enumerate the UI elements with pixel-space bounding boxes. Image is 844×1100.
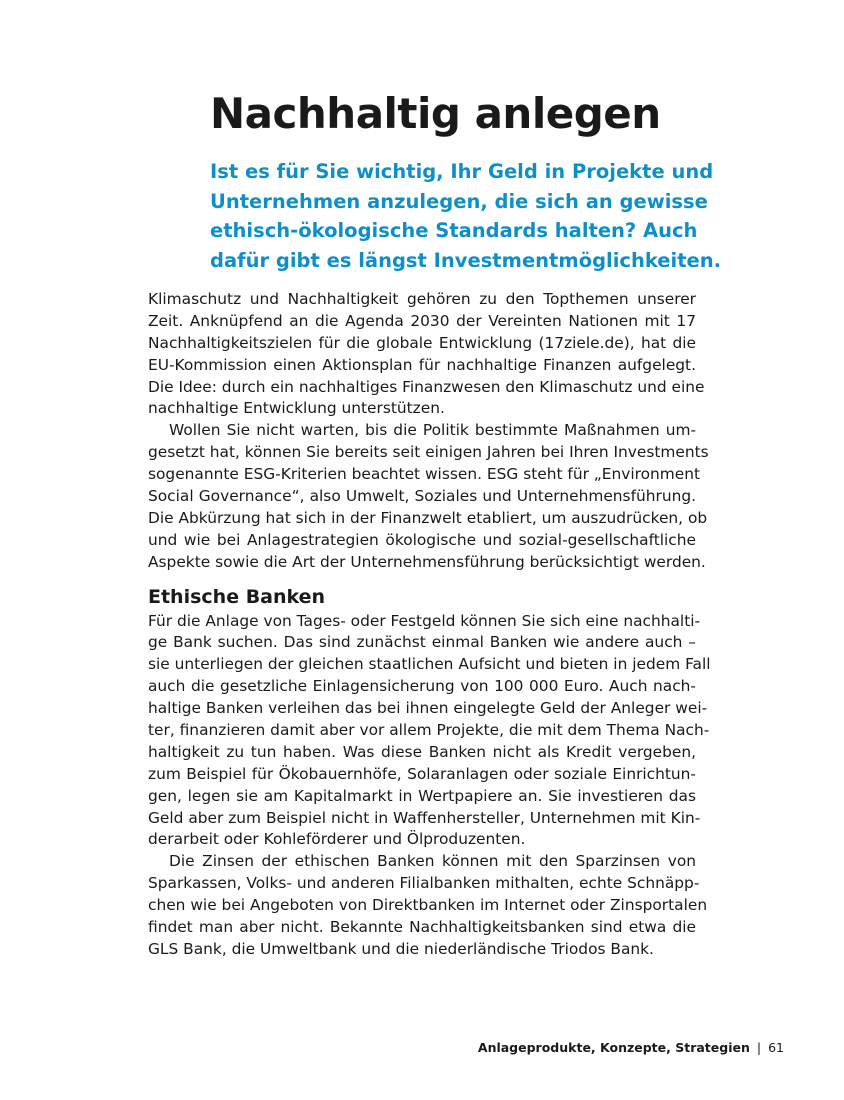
- lead-paragraph: [210, 157, 722, 275]
- page-footer: [478, 1039, 784, 1057]
- text-line: ge Bank suchen. Das sind zunächst einmal Banken wie andere auch –: [148, 633, 696, 652]
- text-line: auch die gesetzliche Einlagensicherung von 100 000 Euro. Auch nach-: [148, 677, 696, 696]
- text-line: und wie bei Anlagestrategien ökologische und sozial-gesellschaftliche: [148, 530, 696, 549]
- body-text: [148, 289, 711, 961]
- paragraph-intro: [148, 289, 705, 420]
- text-line: gesetzt hat, können Sie bereits seit einigen Jahren bei Ihren Investments: [148, 443, 709, 462]
- text-line: Wollen Sie nicht warten, bis die Politik bestimmte Maßnahmen um-: [169, 421, 696, 440]
- lead-line: Ist es für Sie wichtig, Ihr Geld in Projekte und: [210, 160, 714, 183]
- text-line: Zeit. Anknüpfend an die Agenda 2030 der Vereinten Nationen mit 17: [148, 311, 696, 330]
- text-line: findet man aber nicht. Bekannte Nachhaltigkeitsbanken sind etwa die: [148, 918, 696, 937]
- text-line: Die Abkürzung hat sich in der Finanzwelt etabliert, um auszudrücken, ob: [148, 508, 708, 527]
- paragraph-esg: [148, 420, 709, 573]
- paragraph-ethical-banks: [148, 611, 711, 852]
- text-line: EU-Kommission einen Aktionsplan für nachhaltige Finanzen aufgelegt.: [148, 355, 696, 374]
- footer-separator: |: [756, 1040, 762, 1055]
- running-footer-section: Anlageprodukte, Konzepte, Strategien: [477, 1040, 750, 1055]
- text-line: chen wie bei Angeboten von Direktbanken im Internet oder Zinsportalen: [148, 896, 708, 915]
- lead-line: dafür gibt es längst Investmentmöglichkeiten.: [210, 248, 722, 272]
- text-line: Für die Anlage von Tages- oder Festgeld können Sie sich eine nachhalti-: [148, 611, 701, 630]
- page-number: 61: [768, 1040, 784, 1055]
- text-line: GLS Bank, die Umweltbank und die niederländische Triodos Bank.: [148, 939, 654, 958]
- lead-line: Unternehmen anzulegen, die sich an gewisse: [210, 189, 708, 213]
- text-line: haltigkeit zu tun haben. Was diese Banken nicht als Kredit vergeben,: [148, 742, 696, 761]
- text-line: Die Zinsen der ethischen Banken können mit den Sparzinsen von: [169, 852, 696, 871]
- text-line: haltige Banken verleihen das bei ihnen eingelegte Geld der Anleger wei-: [148, 699, 708, 718]
- section-heading: Ethische Banken: [148, 585, 326, 608]
- text-line: ter, finanzieren damit aber vor allem Projekte, die mit dem Thema Nach-: [148, 721, 710, 740]
- text-line: Aspekte sowie die Art der Unternehmensführung berücksichtigt werden.: [148, 552, 706, 571]
- text-line: nachhaltige Entwicklung unterstützen.: [148, 399, 445, 418]
- text-line: Social Governance“, also Umwelt, Soziales und Unternehmensführung.: [148, 487, 696, 506]
- paragraph-interest: [148, 851, 708, 960]
- text-line: sogenannte ESG-Kriterien beachtet wissen. ESG steht für „Environment: [148, 465, 701, 484]
- text-line: zum Beispiel für Ökobauernhöfe, Solaranlagen oder soziale Einrichtun-: [148, 764, 696, 783]
- text-line: Die Idee: durch ein nachhaltiges Finanzwesen den Klimaschutz und eine: [148, 377, 705, 396]
- text-line: sie unterliegen der gleichen staatlichen Aufsicht und bieten in jedem Fall: [148, 655, 711, 674]
- text-line: Geld aber zum Beispiel nicht in Waffenhersteller, Unternehmen mit Kin-: [148, 808, 701, 827]
- text-line: Nachhaltigkeitszielen für die globale Entwicklung (17ziele.de), hat die: [148, 333, 696, 352]
- text-line: Klimaschutz und Nachhaltigkeit gehören zu den Topthemen unserer: [148, 290, 696, 308]
- text-line: gen, legen sie am Kapitalmarkt in Wertpapiere an. Sie investieren das: [148, 786, 696, 805]
- text-line: derarbeit oder Kohleförderer und Ölproduzenten.: [148, 830, 526, 849]
- text-line: Sparkassen, Volks- und anderen Filialbanken mithalten, echte Schnäpp-: [148, 874, 700, 893]
- page-title: Nachhaltig anlegen: [210, 89, 661, 138]
- lead-line: ethisch-ökologische Standards halten? Auch: [210, 219, 698, 242]
